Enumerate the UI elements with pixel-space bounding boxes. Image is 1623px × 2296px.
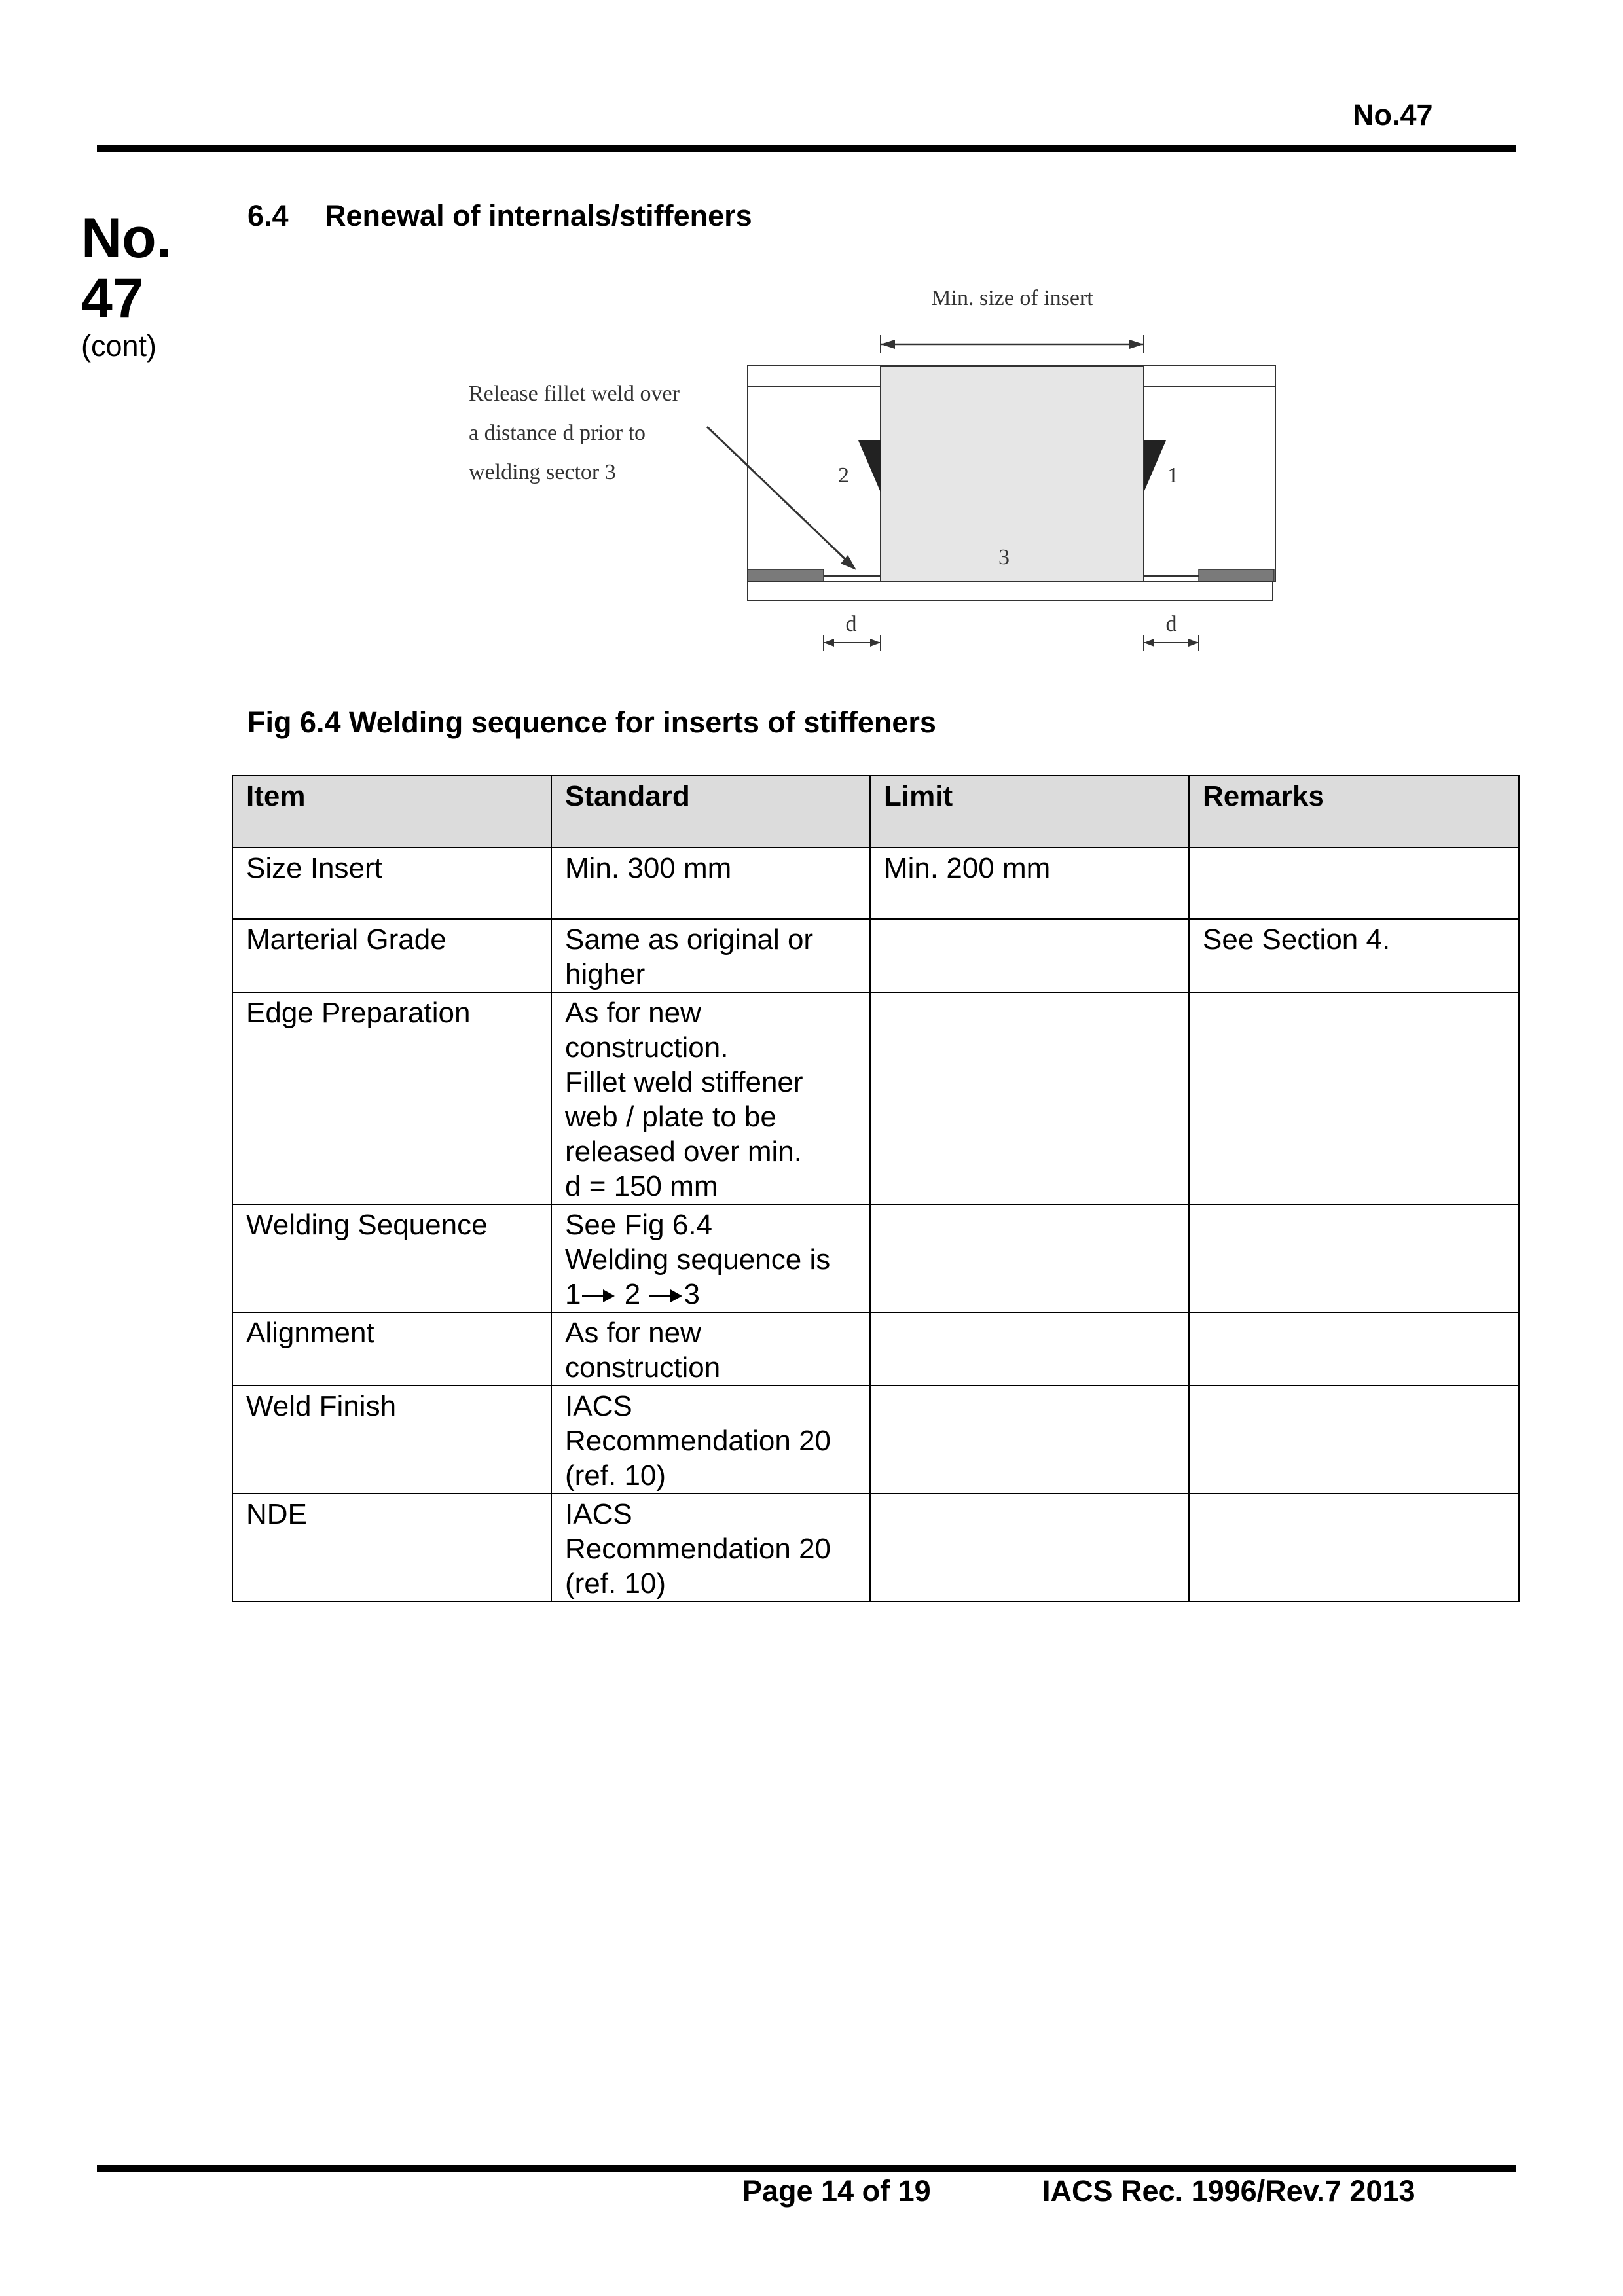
sequence-step-3: 3 [684, 1278, 700, 1310]
cell-line: IACS [565, 1390, 632, 1422]
side-cont: (cont) [81, 329, 157, 363]
sequence-line [565, 1277, 856, 1312]
arrow-right-icon [648, 1286, 684, 1306]
cell-line: Min. 300 mm [565, 852, 732, 884]
cell-standard [551, 848, 870, 919]
arrow-right-icon [581, 1286, 616, 1306]
insert-requirements-table [232, 775, 1520, 1602]
cell-standard [551, 1494, 870, 1602]
cell-item: Weld Finish [232, 1386, 551, 1494]
weld-pad-right [1199, 569, 1274, 581]
header-doc-number: No.47 [1353, 98, 1433, 132]
sequence-step-1: 1 [565, 1278, 581, 1310]
table-row [232, 1312, 1519, 1386]
col-header-standard: Standard [551, 776, 870, 848]
cell-line: IACS [565, 1498, 632, 1530]
footer-rec-id: IACS Rec. 1996/Rev.7 2013 [1042, 2174, 1415, 2208]
sector-3-label: 3 [998, 545, 1010, 569]
d-label-left: d [845, 612, 857, 636]
side-no-label: No. [81, 207, 172, 270]
sector-2-label: 2 [838, 463, 849, 488]
cell-standard [551, 1312, 870, 1386]
side-no-number: 47 [81, 267, 144, 331]
cell-remarks [1189, 1312, 1519, 1386]
cell-line: Recommendation 20 [565, 1425, 831, 1457]
cell-remarks [1189, 1386, 1519, 1494]
cell-line: Same as original or [565, 924, 814, 956]
footer-rule [97, 2165, 1516, 2172]
cell-remarks [1189, 1494, 1519, 1602]
cell-line: web / plate to be [565, 1101, 776, 1133]
cell-standard [551, 992, 870, 1204]
table-row [232, 848, 1519, 919]
cell-remarks [1189, 848, 1519, 919]
cell-line: As for new [565, 997, 701, 1029]
cell-item: Edge Preparation [232, 992, 551, 1204]
section-number: 6.4 [247, 199, 289, 232]
col-header-limit: Limit [870, 776, 1189, 848]
min-size-label: Min. size of insert [931, 286, 1093, 310]
sector-1-label: 1 [1167, 463, 1178, 488]
cell-remarks: See Section 4. [1189, 919, 1519, 992]
col-header-item: Item [232, 776, 551, 848]
cell-remarks [1189, 1204, 1519, 1312]
table-header-row [232, 776, 1519, 848]
cell-limit [870, 919, 1189, 992]
cell-limit: Min. 200 mm [870, 848, 1189, 919]
cell-item: Size Insert [232, 848, 551, 919]
cell-item: Alignment [232, 1312, 551, 1386]
note-line-1: Release fillet weld over [469, 382, 680, 406]
cell-line: Recommendation 20 [565, 1533, 831, 1565]
cell-standard [551, 1386, 870, 1494]
header-rule [97, 145, 1516, 152]
cell-line: d = 150 mm [565, 1170, 718, 1202]
weld-pad-left [748, 569, 824, 581]
table-row [232, 992, 1519, 1204]
bottom-plate [748, 581, 1273, 601]
note-line-3: welding sector 3 [469, 460, 616, 484]
cell-limit [870, 1494, 1189, 1602]
cell-line: Welding sequence is [565, 1244, 831, 1276]
table-row [232, 919, 1519, 992]
note-line-2: a distance d prior to [469, 421, 646, 445]
cell-line: released over min. [565, 1136, 802, 1168]
cell-line: Fillet weld stiffener [565, 1066, 803, 1098]
cell-limit [870, 1204, 1189, 1312]
sequence-step-2: 2 [624, 1278, 641, 1310]
side-label [81, 208, 172, 361]
insert-block [881, 367, 1144, 581]
table-row [232, 1494, 1519, 1602]
cell-line: construction [565, 1352, 721, 1384]
d-label-right: d [1165, 612, 1177, 636]
cell-item: Welding Sequence [232, 1204, 551, 1312]
section-title: Renewal of internals/stiffeners [325, 199, 752, 232]
cell-line: (ref. 10) [565, 1568, 666, 1600]
cell-limit [870, 992, 1189, 1204]
cell-standard [551, 1204, 870, 1312]
table-row [232, 1204, 1519, 1312]
weld-mark-1 [1144, 440, 1166, 492]
col-header-remarks: Remarks [1189, 776, 1519, 848]
footer-page-number: Page 14 of 19 [742, 2174, 931, 2208]
cell-line: As for new [565, 1317, 701, 1349]
table-row [232, 1386, 1519, 1494]
cell-item: NDE [232, 1494, 551, 1602]
cell-item: Marterial Grade [232, 919, 551, 992]
figure-caption: Fig 6.4 Welding sequence for inserts of stiffeners [247, 706, 936, 739]
cell-line: (ref. 10) [565, 1460, 666, 1492]
cell-remarks [1189, 992, 1519, 1204]
weld-mark-2 [858, 440, 881, 492]
section-heading [247, 199, 752, 233]
welding-sequence-figure [445, 281, 1296, 661]
cell-line: construction. [565, 1031, 729, 1064]
cell-standard [551, 919, 870, 992]
cell-limit [870, 1386, 1189, 1494]
cell-limit [870, 1312, 1189, 1386]
cell-line: higher [565, 958, 646, 990]
cell-line: See Fig 6.4 [565, 1209, 713, 1241]
